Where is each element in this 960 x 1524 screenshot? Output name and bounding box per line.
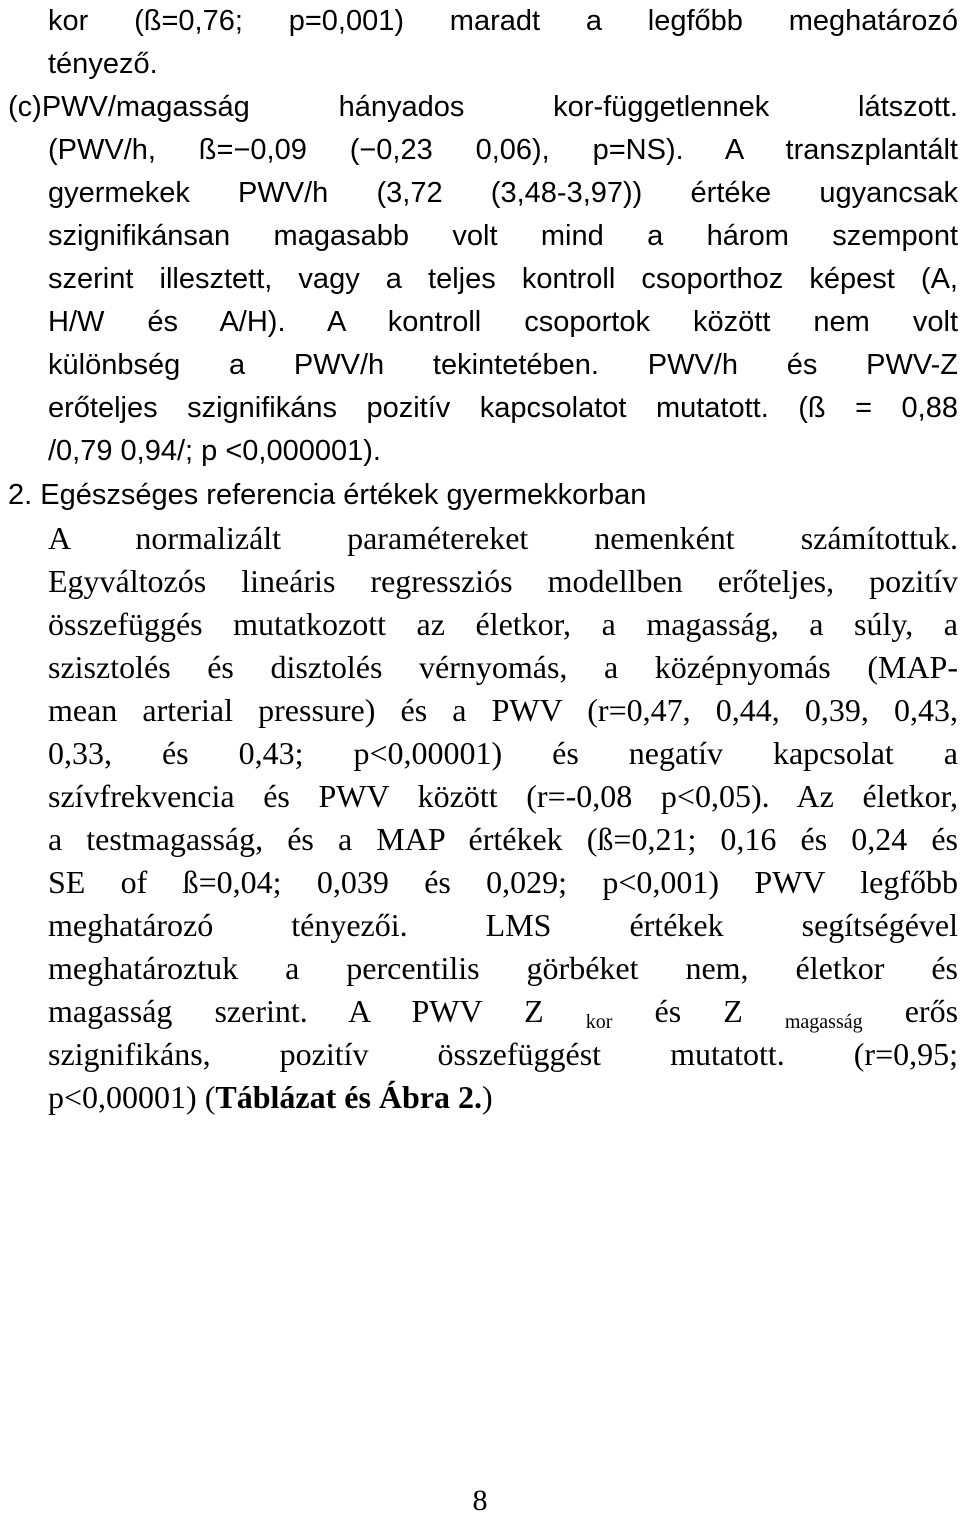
text-line: Egyváltozós lineáris regressziós modellben erőteljes, pozitív: [48, 563, 958, 599]
page-number: 8: [472, 1484, 488, 1517]
text-fragment: és Z: [654, 993, 743, 1029]
text-line: meghatározó tényezői. LMS értékek segítségével: [48, 907, 958, 943]
text-line: gyermekek PWV/h (3,72 (3,48-3,97)) értéke ugyancsak: [48, 177, 958, 209]
text-line: /0,79 0,94/; p <0,000001).: [48, 435, 381, 467]
text-line: tényező.: [48, 48, 158, 80]
text-fragment: p<0,00001) (: [48, 1079, 216, 1115]
section-title: Egészséges referencia értékek gyermekkorban: [40, 479, 647, 511]
text-line: SE of ß=0,04; 0,039 és 0,029; p<0,001) PWV legfőbb: [48, 864, 958, 900]
text-line: H/W és A/H). A kontroll csoportok között nem volt: [48, 306, 958, 338]
text-line: szívfrekvencia és PWV között (r=-0,08 p<0,05). Az életkor,: [48, 778, 958, 814]
text-fragment: erős: [904, 993, 959, 1029]
text-line: kor (ß=0,76; p=0,001) maradt a legfőbb meghatározó: [48, 5, 958, 37]
text-line-z-scores: [48, 990, 958, 1033]
text-fragment: magasság szerint. A PWV Z: [48, 993, 544, 1029]
text-line: erőteljes szignifikáns pozitív kapcsolatot mutatott. (ß = 0,88: [48, 392, 958, 424]
text-line: szignifikánsan magasabb volt mind a három szempont: [48, 220, 958, 252]
text-line: összefüggés mutatkozott az életkor, a magasság, a súly, a: [48, 606, 958, 642]
text-line: szisztolés és disztolés vérnyomás, a középnyomás (MAP-: [48, 649, 958, 685]
text-line: (PWV/h, ß=−0,09 (−0,23 0,06), p=NS). A transzplantált: [48, 134, 958, 166]
text-line-reference: [48, 1076, 958, 1119]
figure-reference: Táblázat és Ábra 2.: [215, 1079, 483, 1115]
text-line: A normalizált paramétereket nemenként számítottuk.: [48, 520, 958, 556]
text-line: a testmagasság, és a MAP értékek (ß=0,21; 0,16 és 0,24 és: [48, 821, 958, 857]
text-line: különbség a PWV/h tekintetében. PWV/h és PWV-Z: [48, 349, 958, 381]
subscript-magassag: magasság: [784, 1011, 863, 1033]
text-line: mean arterial pressure) és a PWV (r=0,47, 0,44, 0,39, 0,43,: [48, 692, 958, 728]
text-line: (c)PWV/magasság hányados kor-függetlennek látszott.: [8, 91, 958, 123]
text-line: szignifikáns, pozitív összefüggést mutatott. (r=0,95;: [48, 1036, 958, 1072]
subscript-kor: kor: [585, 1011, 613, 1033]
text-fragment: ): [482, 1079, 493, 1115]
text-line: szerint illesztett, vagy a teljes kontroll csoporthoz képest (A,: [48, 263, 958, 295]
section-number: 2.: [8, 479, 33, 511]
section-heading: [8, 474, 958, 517]
text-line: 0,33, és 0,43; p<0,00001) és negatív kapcsolat a: [48, 735, 958, 771]
text-line: meghatároztuk a percentilis görbéket nem, életkor és: [48, 950, 958, 986]
